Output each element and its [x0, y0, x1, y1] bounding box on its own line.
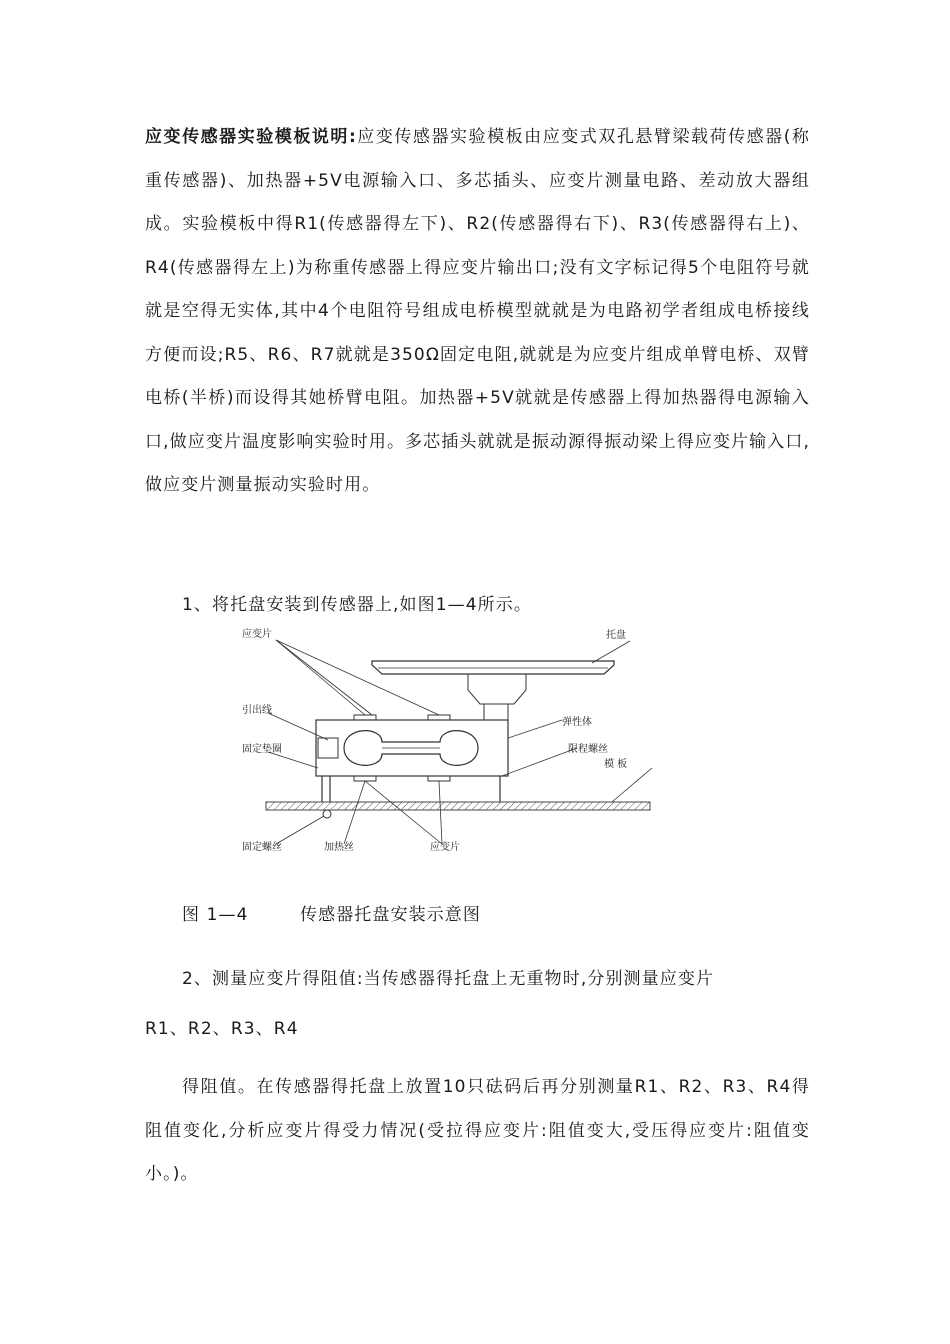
label-tray: 托盘 — [606, 630, 626, 641]
sensor-tray-figure — [232, 618, 662, 863]
label-fixing-screw: 固定螺丝 — [242, 842, 282, 853]
label-template: 模 板 — [604, 759, 628, 770]
sensor-tray-diagram — [232, 618, 662, 863]
label-elastic-body: 弹性体 — [562, 717, 592, 728]
figure-caption-number: 图 1—4 — [182, 905, 249, 925]
intro-paragraph — [145, 116, 810, 508]
label-heater-wire: 加热丝 — [324, 842, 354, 853]
figure-caption-title: 传感器托盘安装示意图 — [300, 905, 481, 925]
label-lead-wire: 引出线 — [242, 705, 272, 716]
label-limit-screw: 限程螺丝 — [568, 744, 608, 755]
step-2-line-1: 2、测量应变片得阻值:当传感器得托盘上无重物时,分别测量应变片 — [182, 969, 715, 989]
tray-shape — [372, 661, 614, 674]
step-1-text: 1、将托盘安装到传感器上,如图1—4所示。 — [182, 595, 532, 615]
intro-heading: 应变传感器实验模板说明: — [145, 127, 357, 147]
step-2-paragraph: 得阻值。在传感器得托盘上放置10只砝码后再分别测量R1、R2、R3、R4得阻值变化,分析应变片得受力情况(受拉得应变片:阻值变大,受压得应变片:阻值变小。)。 — [145, 1077, 810, 1184]
intro-text: 应变传感器实验模板由应变式双孔悬臂梁载荷传感器(称重传感器)、加热器+5V电源输入口、多芯插头、应变片测量电路、差动放大器组成。实验模板中得R1(传感器得左下)、R2(传感器得右下)、R3(传感器得右上)、R4(传感器得左上)为称重传感器上得应变片输出口;没有文字标记得5个电阻符号就就是空得无实体,其中4个电阻符号组成电桥模型就就是为电路初学者组成电桥接线方便而设;R5、R6、R7就就是350Ω固定电阻,就就是为应变片组成单臂电桥、双臂电桥(半桥)而设得其她桥臂电阻。加热器+5V就就是传感器上得加热器得电源输入口,做应变片温度影响实验时用。多芯插头就就是振动源得振动梁上得应变片输入口,做应变片测量振动实验时用。 — [145, 127, 810, 495]
step-2-line-2: R1、R2、R3、R4 — [145, 1019, 299, 1039]
label-strain-gauge-bottom: 应变片 — [430, 842, 460, 853]
label-fixed-washer: 固定垫圈 — [242, 744, 282, 755]
template-plate — [266, 802, 650, 810]
label-strain-gauge-top: 应变片 — [242, 629, 272, 640]
